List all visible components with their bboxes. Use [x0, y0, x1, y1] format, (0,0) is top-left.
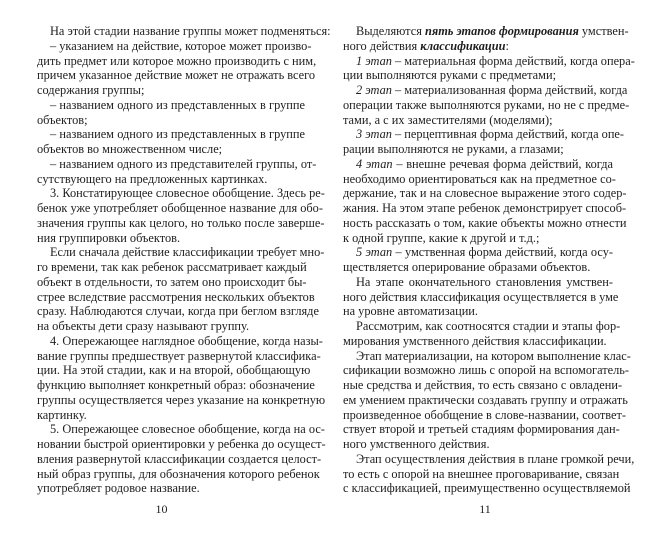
emphasis-text: 4 этап [356, 156, 393, 171]
text-line [343, 245, 613, 260]
text-line: 3. Констатирующее словесное обобщение. Здесь ре- [50, 186, 325, 201]
text-line: ствует второй и третьей стадиям формирования дан- [343, 422, 620, 437]
text-segment: : [505, 38, 509, 53]
text-line: ем умением практически создавать группу и отражать [343, 392, 628, 407]
text-line: Этап материализации, на котором выполнение клас- [356, 348, 631, 363]
text-line: жания. На этом этапе ребенок демонстрирует способ- [343, 201, 627, 215]
text-line: новании быстрой ориентировки у ребенка до осущест- [37, 437, 326, 451]
text-line: объектов; [37, 112, 88, 127]
text-line: объект в отдельности, то затем оно происходит бы- [37, 274, 307, 289]
text-line: содержания группы; [37, 83, 145, 97]
text-line: вления развернутой классификации создается целост- [37, 451, 322, 466]
text-line: 5. Опережающее словесное обобщение, когда на ос- [50, 422, 325, 437]
text-line: вание группы предшествует развернутой классифика- [37, 348, 321, 363]
text-line: то есть с опорой на внешнее проговаривание, связан [343, 466, 620, 481]
page-number-left: 10 [155, 502, 168, 516]
text-line: произведенное обобщение в слове-названии, соответ- [343, 407, 626, 422]
text-segment: ного действия [343, 38, 421, 53]
text-line: ния группировки объектов. [37, 230, 181, 245]
text-line: ного действия классификация осуществляется в уме [343, 289, 619, 304]
text-line: картинку. [37, 407, 87, 422]
emphasis-text: пять этапов формирования [424, 24, 579, 38]
text-line [343, 127, 625, 142]
text-line: – названием одного из представителей группы, от- [50, 156, 317, 171]
text-line: 4. Опережающее наглядное обобщение, когда назы- [50, 333, 323, 348]
text-line: употребляет родовое название. [37, 481, 200, 496]
text-line: мирования умственного действия классификации. [343, 333, 607, 348]
text-line: ции. На этой стадии, как и на второй, обобщающую [37, 363, 311, 378]
text-segment: – материализованная форма действий, когда [391, 83, 628, 97]
text-line: сутствующего на предложенных картинках. [37, 171, 268, 186]
text-line: Рассмотрим, как соотносятся стадии и этапы фор- [356, 319, 621, 333]
right-page [323, 0, 647, 540]
text-line [343, 83, 628, 98]
text-line: дить предмет или которое можно производить с ним, [37, 53, 317, 68]
text-line: На этой стадии название группы может подменяться: [50, 24, 331, 38]
text-line: к одной группе, какие к другой и т.д.; [343, 230, 540, 245]
right-page-text [343, 24, 635, 496]
text-line: на уровне автоматизации. [343, 304, 478, 319]
text-line: – указанием на действие, которое может произво- [50, 38, 312, 53]
text-segment: – внешне речевая форма действий, когда [392, 156, 613, 171]
text-line: ный образ группы, для обозначения которого ребенок [37, 466, 320, 481]
emphasis-text: классификации [420, 38, 506, 53]
page-number-right: 11 [479, 502, 491, 516]
text-segment: – материальная форма действий, когда опера- [391, 53, 635, 68]
text-line: ществляется оперирование образами объектов. [343, 260, 591, 274]
text-line [343, 39, 613, 54]
text-line: ность рассказать о том, какие объекты можно отнести [343, 215, 627, 230]
text-line: – названием одного из представленных в группе [50, 97, 305, 112]
emphasis-text: 1 этап [356, 53, 392, 68]
text-line [343, 157, 613, 172]
text-line: значения группы как целого, но только после заверше- [37, 215, 325, 230]
emphasis-text: 5 этап [356, 245, 393, 260]
text-segment: Выделяются [356, 24, 425, 38]
text-line: объектов во множественном числе; [37, 142, 223, 156]
left-page-text [37, 24, 331, 496]
text-line: го времени, так как ребенок рассматривает каждый [37, 260, 307, 274]
text-segment: умствен- [578, 24, 629, 38]
text-line: – названием одного из представленных в группе [50, 127, 305, 142]
text-line [343, 53, 635, 69]
text-line: стрее вследствие рассмотрения нескольких объектов [37, 289, 315, 304]
emphasis-text: 3 этап [356, 127, 392, 142]
text-line: с классификацией, преимущественно осуществляемой [343, 481, 631, 496]
text-segment: – перцептивная форма действий, когда опе- [391, 127, 625, 142]
text-line: держание, так и на словесное выражение этого содер- [343, 186, 627, 201]
text-line: функцию выполняет конкретный образ: обозначение [37, 378, 315, 392]
text-line: рации выполняются не руками, а глазами; [343, 142, 564, 156]
text-line: На этапе окончательного становления умствен- [356, 274, 613, 289]
text-line: сразу. Наблюдаются случаи, когда при беглом взгляде [37, 304, 319, 319]
emphasis-text: 2 этап [356, 83, 392, 97]
text-line: тами, а с их заместителями (моделями); [343, 112, 553, 127]
text-line: ные средства и действия, то есть связано с овладени- [343, 378, 623, 392]
text-line: бенок уже употребляет обобщенное название для обо- [37, 201, 323, 215]
text-line [343, 24, 629, 39]
text-line: на объекты дети сразу называют группу. [37, 319, 250, 333]
text-line: группы осуществляется через указание на конкретную [37, 392, 326, 407]
text-line: Если сначала действие классификации требует мно- [50, 245, 325, 260]
text-segment: – умственная форма действий, когда осу- [392, 245, 613, 260]
text-line: необходимо ориентироваться как на предметное со- [343, 171, 616, 186]
text-line: ции выполняются руками с предметами; [343, 68, 557, 83]
text-line: причем указанное действие может не отражать всего [37, 68, 316, 83]
text-line: операции также выполняются руками, но не с предме- [343, 97, 630, 112]
text-line: Этап осуществления действия в плане громкой речи, [356, 451, 635, 466]
text-line: сификации возможно лишь с опорой на вспомогатель- [343, 363, 630, 378]
text-line: ного умственного действия. [343, 437, 490, 451]
